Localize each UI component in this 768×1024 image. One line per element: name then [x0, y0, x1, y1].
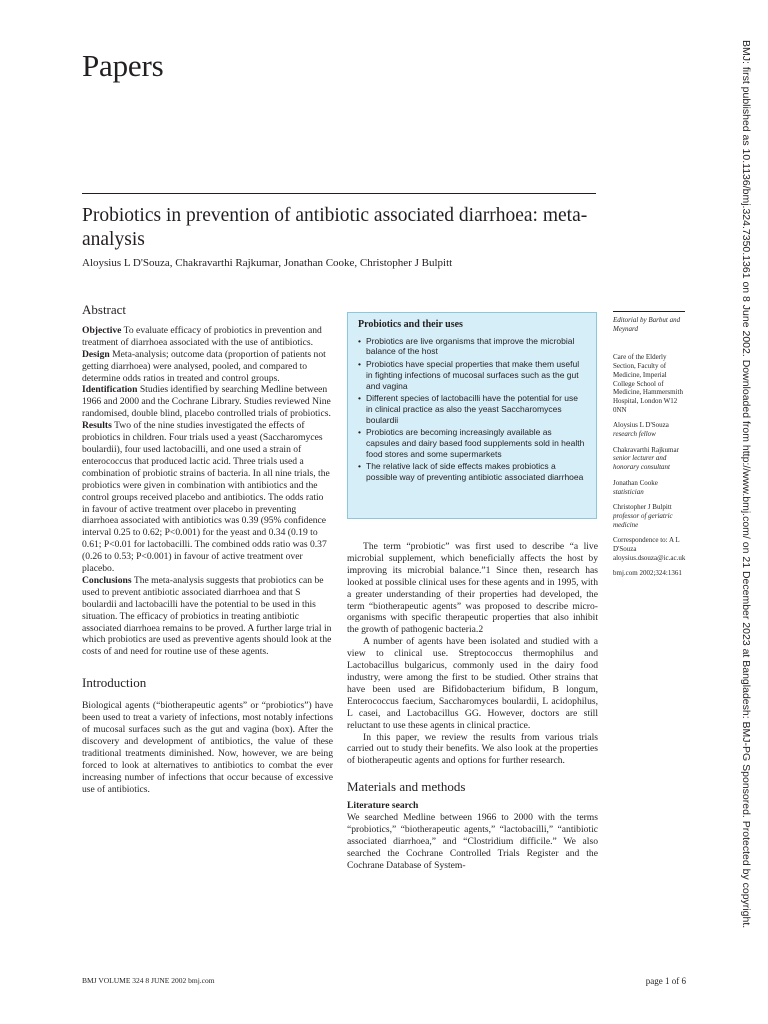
box-item: • Probiotics are live organisms that improve the microbial balance of the host [358, 336, 586, 357]
correspondence[interactable]: Correspondence to: A L D'Souza aloysius.dsouza@ic.ac.uk [613, 536, 686, 562]
box-title: Probiotics and their uses [358, 319, 463, 330]
affiliation: Care of the Elderly Section, Faculty of Medicine, Imperial College School of Medicine, Hammersmith Hospital, London W12 0NN [613, 353, 683, 414]
sidebar-rule [613, 311, 685, 312]
author-4: Christopher J Bulpitt professor of geriatric medicine [613, 503, 673, 529]
article-title: Probiotics in prevention of antibiotic associated diarrhoea: meta-analysis [82, 205, 588, 250]
abstract-results: Results Two of the nine studies investigated the effects of probiotics in children. Four trials used a yeast (Saccharomyces boulardii), four used lactobacilli, and one used a strain of enterococcus that produced lactic acid. Three trials used a combination of probiotic strains of bacteria. In all nine trials, the probiotics were given in combination with antibiotics and the control groups received placebo and antibiotics. The odds ratio in favour of active treatment over placebo in preventing diarrhoea associated with antibiotics was 0.39 (95% confidence interval 0.25 to 0.62; P<0.001) for the yeast and 0.34 (0.19 to 0.61; P<0.01 for lactobacilli. The combined odds ratio was 0.37 (0.26 to 0.53; P<0.001) in favour of active treatment over placebo. [82, 420, 330, 575]
author-1: Aloysius L D'Souza research fellow [613, 421, 669, 439]
middle-column [347, 541, 598, 872]
box-item: • Probiotics are becoming increasingly available as capsules and dairy based food supplements sold in health food stores and some supermarkets [358, 427, 586, 459]
box-item: • Probiotics have special properties that make them useful in fighting infections of mucosal surfaces such as the gut and vagina [358, 359, 586, 391]
author-2: Chakravarthi Rajkumar senior lecturer and honorary consultant [613, 445, 679, 472]
body-paragraph: The term “probiotic” was first used to describe “a live microbial supplement, which beneficially affects the host by improving its microbial balance.”1 Since then, research has looked at possible clinical uses for these agents and in 1995, with a greater understanding of their properties had developed, the term “biotherapeutic agents” was proposed to describe micro-organisms with specific therapeutic properties that also inhibit the growth of pathogenic bacteria.2 [347, 541, 598, 636]
page-number: page 1 of 6 [645, 976, 686, 986]
left-column [82, 304, 333, 795]
box-item: • Different species of lactobacilli have the potential for use in clinical practice as also the yeast Saccharomyces boulardii [358, 393, 586, 425]
editorial-note[interactable]: Editorial by Barbut and Meynard [613, 316, 681, 333]
box-item: • The relative lack of side effects makes probiotics a possible way of preventing antibiotic associated diarrhoea [358, 461, 586, 482]
author-list: Aloysius L D'Souza, Chakravarthi Rajkumar, Jonathan Cooke, Christopher J Bulpitt [82, 257, 453, 269]
body-paragraph: In this paper, we review the results from various trials carried out to study their benefits. We also look at the properties of biotherapeutic agents and options for further research. [347, 731, 598, 767]
introduction-text: Biological agents (“biotherapeutic agents” or “probiotics”) have been used to treat a variety of infections, most notably infections of mucosal surfaces such as the gut and vagina (box). After the discovery and development of antibiotics, the value of these traditional treatments diminished. Now, however, we are being forced to look at alternatives to antibiotics to combat the ever increasing number of infections that occur because of excessive use of antibiotics. [82, 700, 333, 795]
abstract-conclusions: Conclusions The meta-analysis suggests that probiotics can be used to prevent antibiotic associated diarrhoea and that S boulardii and lactobacilli have the potential to be used in this situation. The efficacy of probiotics in treating antibiotic associated diarrhoea remains to be proved. A further large trial in which probiotics are used as preventive agents should look at the costs of and need for routine use of these agents. [82, 574, 332, 658]
literature-search-heading: Literature search [347, 800, 419, 812]
download-note: BMJ: first published as 10.1136/bmj.324.7350.1361 on 8 June 2002. Downloaded from http://www.bmj.com/ on 21 December 2023 at Bangladesh: BMJ-PG Sponsored. Protected by copyright. [740, 40, 752, 929]
abstract-identification: Identification Studies identified by searching Medline between 1966 and 2000 and the Cochrane Library. Studies reviewed Nine randomised, double blind, placebo controlled trials of probiotics. [82, 384, 331, 420]
abstract-objective: Objective To evaluate efficacy of probiotics in prevention and treatment of diarrhoea associated with the use of antibiotics. [82, 324, 322, 348]
methods-heading: Materials and methods [347, 779, 466, 795]
body-paragraph: We searched Medline between 1966 to 2000 with the terms “probiotics,” “biotherapeutic agents,” “lactobacilli,” “antibiotic associated diarrhoea,” and “Clostridium difficile.” We also searched the Cochrane Controlled Trials Register and the Cochrane Database of System- [347, 812, 598, 871]
citation: bmj.com 2002;324:1361 [613, 569, 682, 578]
title-rule [82, 193, 596, 194]
journal-info: BMJ VOLUME 324 8 JUNE 2002 bmj.com [82, 976, 215, 985]
abstract-design: Design Meta-analysis; outcome data (proportion of patients not getting diarrhoea) were analysed, pooled, and compared to determine odds ratios in treated and control groups. [82, 348, 326, 384]
sidebar-notes [613, 311, 685, 585]
probiotics-box [347, 312, 597, 519]
introduction-heading: Introduction [82, 675, 147, 691]
body-paragraph: A number of agents have been isolated and studied with a view to clinical use. Streptococcus thermophilus and Lactobacillus bulgaricus, commonly used in the dairy food industry, were among the first to be studied. Other strains that have been used are Bifidobacterium bifidum, B longum, Enterococcus faecium, Saccharomyces boulardii, L acidophilus, L casei, and Lactobacillus GG. However, doctors are still reluctant to use these agents in clinical practice. [347, 636, 598, 731]
author-3: Jonathan Cooke statistician [613, 478, 658, 496]
section-heading: Papers [82, 48, 164, 83]
abstract-heading: Abstract [82, 302, 127, 317]
